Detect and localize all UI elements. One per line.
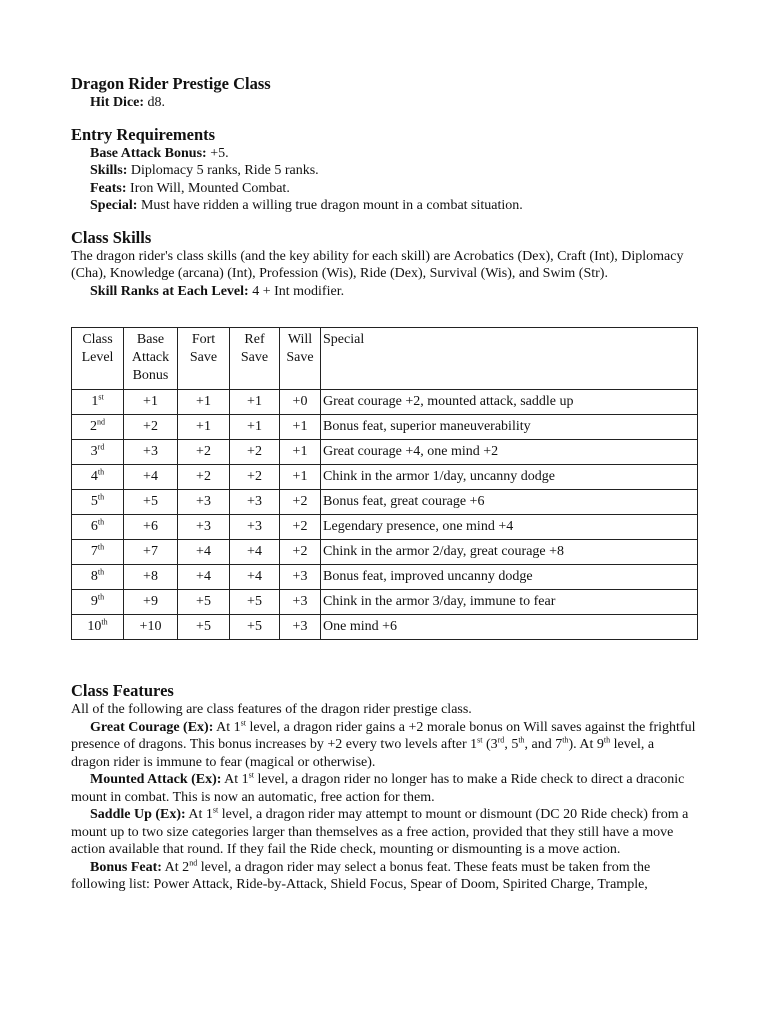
special-cell: One mind +6 [321,615,698,640]
will-save-cell: +1 [280,440,321,465]
bonus-feat-paragraph: Bonus Feat: At 2nd level, a dragon rider may select a bonus feat. These feats must be taken from the following list: Power Attack, Ride-by-Attack, Shield Focus, Spear of Doom, Spirited Charge, Trample, [71,857,651,892]
saddle-up-paragraph: Saddle Up (Ex): At 1st level, a dragon rider may attempt to mount or dismount (DC 20 Ride check) from a mount up to two size categories larger than themselves as a free action, provided that they still have a move action available that round. If they fail the Ride check, mounting or dismounting is a move action. [71,805,689,857]
special-line [71,197,696,215]
ref-save-cell: +1 [230,415,280,440]
table-body [72,390,698,640]
col-header-special: Special [321,328,698,390]
class-level-cell: 9th [72,590,124,615]
entry-requirements-heading: Entry Requirements [71,124,216,144]
ref-save-cell: +5 [230,615,280,640]
progression-table [71,327,698,640]
special-cell: Great courage +4, one mind +2 [321,440,698,465]
feats-value: Iron Will, Mounted Combat. [126,180,290,196]
ref-save-cell: +1 [230,390,280,415]
class-level-cell: 5th [72,490,124,515]
table-row [72,565,698,590]
bab-label: Base Attack Bonus: [90,145,207,161]
skill-ranks-value: 4 + Int modifier. [248,283,345,299]
class-features-heading: Class Features [71,681,174,700]
fort-save-cell: +4 [178,565,230,590]
fort-save-cell: +3 [178,490,230,515]
base-attack-bonus-cell: +5 [124,490,178,515]
ref-save-cell: +3 [230,490,280,515]
class-level-cell: 1st [72,390,124,415]
fort-save-cell: +4 [178,540,230,565]
fort-save-cell: +5 [178,615,230,640]
table-row [72,440,698,465]
class-level-cell: 6th [72,515,124,540]
special-cell: Chink in the armor 2/day, great courage +8 [321,540,698,565]
saddle-up-label: Saddle Up (Ex): [90,807,186,822]
table-row [72,590,698,615]
special-value: Must have ridden a willing true dragon mount in a combat situation. [137,198,523,213]
class-skills-heading: Class Skills [71,227,152,247]
table-row [72,515,698,540]
col-header-fort-save: Fort Save [178,328,230,390]
class-level-cell: 2nd [72,415,124,440]
table-header-row [72,328,698,390]
special-label: Special: [90,198,138,213]
will-save-cell: +2 [280,540,321,565]
col-header-base-attack-bonus: Base Attack Bonus [124,328,178,390]
mounted-attack-label: Mounted Attack (Ex): [90,772,222,787]
table-row [72,615,698,640]
special-cell: Legendary presence, one mind +4 [321,515,698,540]
feats-line [71,180,696,198]
base-attack-bonus-cell: +1 [124,390,178,415]
feats-label: Feats: [90,180,127,196]
fort-save-cell: +1 [178,415,230,440]
base-attack-bonus-cell: +7 [124,540,178,565]
fort-save-cell: +3 [178,515,230,540]
base-attack-bonus-cell: +6 [124,515,178,540]
will-save-cell: +3 [280,615,321,640]
hit-dice-value: d8. [144,95,166,110]
skills-value: Diplomacy 5 ranks, Ride 5 ranks. [127,163,319,178]
special-cell: Chink in the armor 3/day, immune to fear [321,590,698,615]
class-title: Dragon Rider Prestige Class [71,74,271,93]
table-row [72,490,698,515]
fort-save-cell: +2 [178,465,230,490]
will-save-cell: +1 [280,415,321,440]
will-save-cell: +3 [280,565,321,590]
will-save-cell: +2 [280,515,321,540]
fort-save-cell: +2 [178,440,230,465]
ref-save-cell: +2 [230,465,280,490]
class-level-cell: 4th [72,465,124,490]
hit-dice-label: Hit Dice: [90,95,145,110]
skills-line [71,162,696,180]
fort-save-cell: +5 [178,590,230,615]
table-row [72,540,698,565]
features-intro: All of the following are class features of the dragon rider prestige class. [71,702,472,717]
special-cell: Bonus feat, superior maneuverability [321,415,698,440]
skill-ranks-label: Skill Ranks at Each Level: [90,283,249,299]
class-level-cell: 8th [72,565,124,590]
bab-value: +5. [206,145,229,161]
col-header-will-save: Will Save [280,328,321,390]
base-attack-bonus-cell: +8 [124,565,178,590]
table-row [72,415,698,440]
special-cell: Chink in the armor 1/day, uncanny dodge [321,465,698,490]
bab-line [71,145,696,163]
skills-label: Skills: [90,163,128,178]
bonus-feat-label: Bonus Feat: [90,859,162,875]
special-cell: Bonus feat, great courage +6 [321,490,698,515]
class-level-cell: 3rd [72,440,124,465]
will-save-cell: +3 [280,590,321,615]
base-attack-bonus-cell: +3 [124,440,178,465]
table-row [72,390,698,415]
great-courage-paragraph: Great Courage (Ex): At 1st level, a dragon rider gains a +2 morale bonus on Will saves against the frightful presence of dragons. This bonus increases by +2 every two levels after 1st (3rd, 5th, and 7th). At 9th level, a dragon rider is immune to fear (magical or otherwise). [71,717,696,770]
class-skills-text: The dragon rider's class skills (and the key ability for each skill) are Acrobatics (Dex), Craft (Int), Diplomacy (Cha), Knowledge (arcana) (Int), Profession (Wis), Ride (Dex), Survival (Wis), and Swim (Str). [71,248,684,281]
base-attack-bonus-cell: +10 [124,615,178,640]
document-page [71,74,696,894]
ref-save-cell: +5 [230,590,280,615]
col-header-class-level: Class Level [72,328,124,390]
base-attack-bonus-cell: +9 [124,590,178,615]
hit-dice-line [71,94,696,112]
ref-save-cell: +4 [230,565,280,590]
ref-save-cell: +2 [230,440,280,465]
base-attack-bonus-cell: +4 [124,465,178,490]
skill-ranks-line [71,283,696,301]
will-save-cell: +2 [280,490,321,515]
ref-save-cell: +3 [230,515,280,540]
great-courage-label: Great Courage (Ex): [90,719,214,735]
ref-save-cell: +4 [230,540,280,565]
special-cell: Great courage +2, mounted attack, saddle up [321,390,698,415]
class-level-cell: 10th [72,615,124,640]
col-header-ref-save: Ref Save [230,328,280,390]
table-row [72,465,698,490]
base-attack-bonus-cell: +2 [124,415,178,440]
special-cell: Bonus feat, improved uncanny dodge [321,565,698,590]
fort-save-cell: +1 [178,390,230,415]
will-save-cell: +0 [280,390,321,415]
mounted-attack-paragraph: Mounted Attack (Ex): At 1st level, a dragon rider no longer has to make a Ride check to direct a draconic mount in combat. This is now an automatic, free action for them. [71,770,685,805]
will-save-cell: +1 [280,465,321,490]
class-level-cell: 7th [72,540,124,565]
